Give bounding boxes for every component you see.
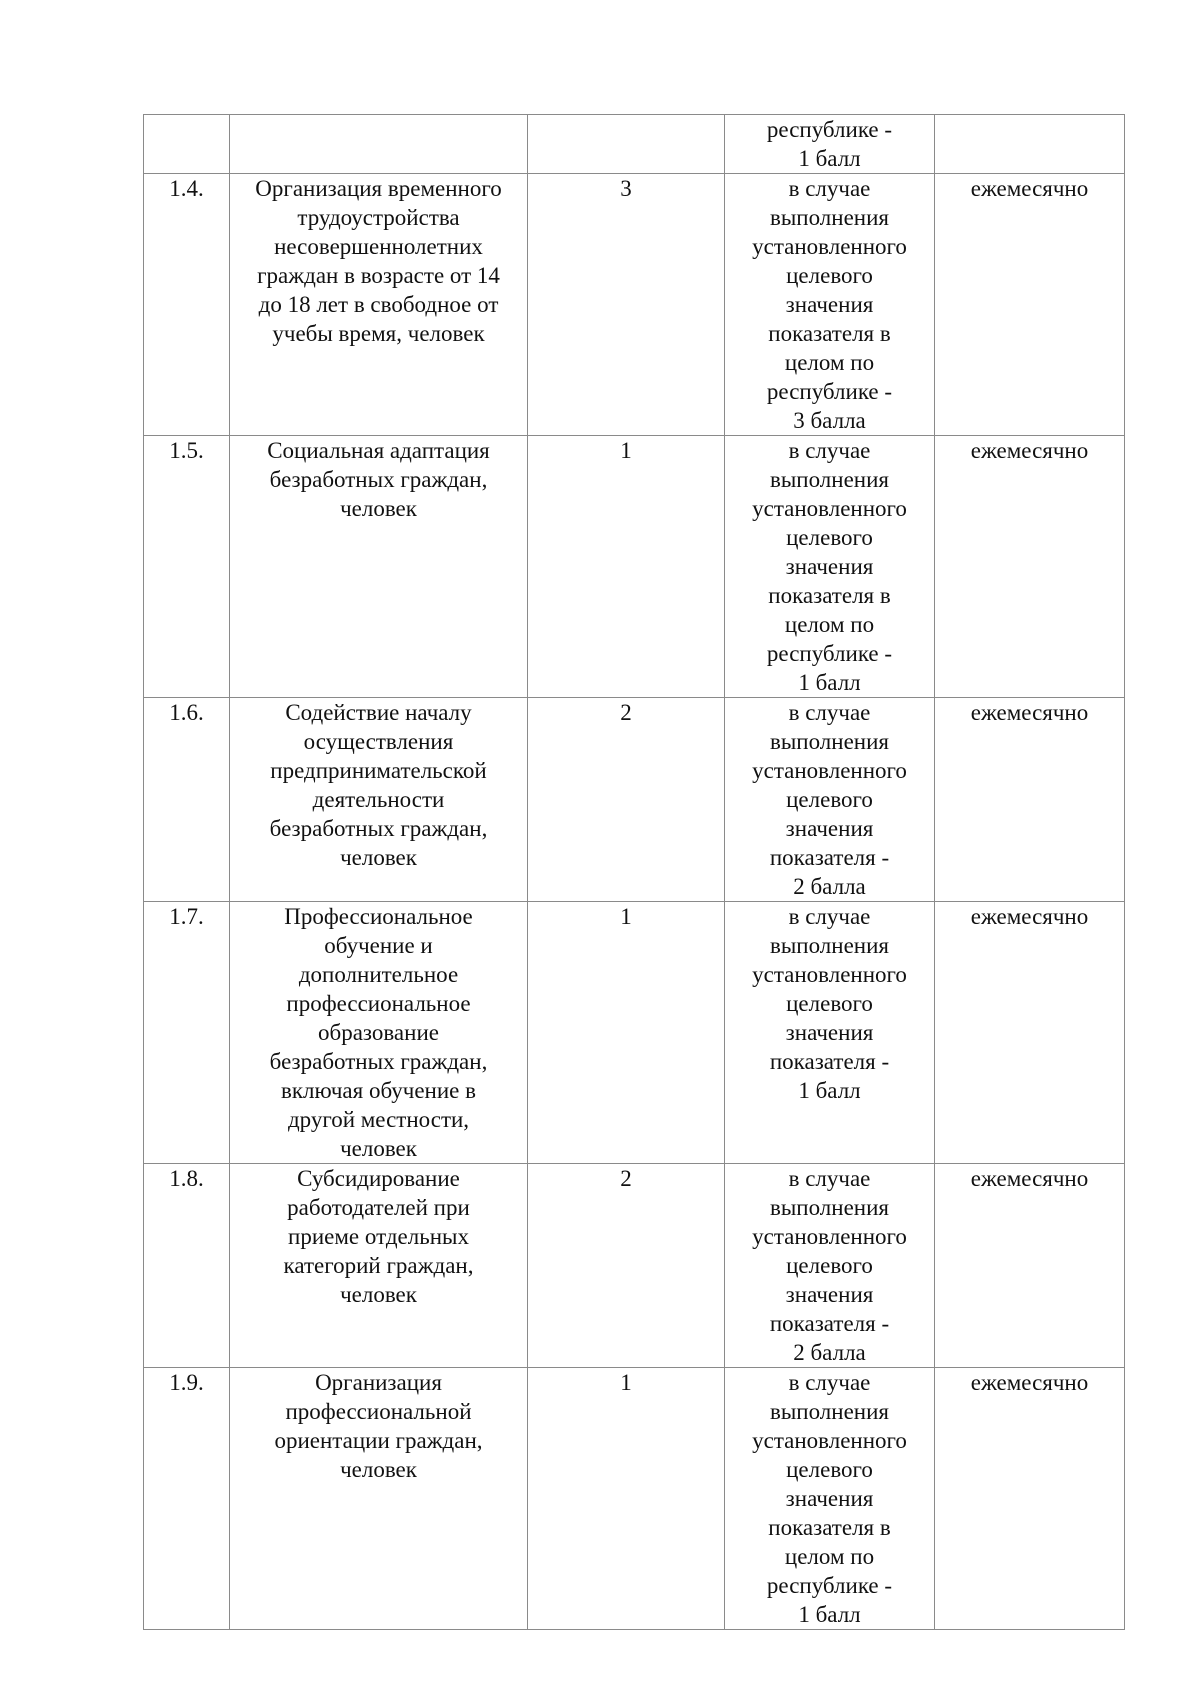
table-row-continuation xyxy=(144,115,1125,174)
cell-condition: в случае выполнения установленного целевого значения показателя - 2 балла xyxy=(725,698,935,902)
cell-weight: 1 xyxy=(528,1368,725,1630)
table-row xyxy=(144,698,1125,902)
cell-weight: 2 xyxy=(528,1164,725,1368)
table-row xyxy=(144,174,1125,436)
cell-indicator-name: Социальная адаптация безработных граждан, человек xyxy=(230,436,528,698)
cell-condition: в случае выполнения установленного целевого значения показателя - 1 балл xyxy=(725,902,935,1164)
cell-condition: в случае выполнения установленного целевого значения показателя - 2 балла xyxy=(725,1164,935,1368)
indicators-table xyxy=(143,114,1125,1630)
cell-indicator-name: Профессиональное обучение и дополнительное профессиональное образование безработных граждан, включая обучение в другой местности, человек xyxy=(230,902,528,1164)
cell-number xyxy=(144,115,230,174)
table-row xyxy=(144,1164,1125,1368)
cell-indicator-name: Организация временного трудоустройства несовершеннолетних граждан в возрасте от 14 до 18 лет в свободное от учебы время, человек xyxy=(230,174,528,436)
cell-number: 1.5. xyxy=(144,436,230,698)
cell-condition: в случае выполнения установленного целевого значения показателя в целом по республике - 1 балл xyxy=(725,1368,935,1630)
cell-condition: республике - 1 балл xyxy=(725,115,935,174)
table-row xyxy=(144,1368,1125,1630)
cell-period: ежемесячно xyxy=(935,436,1125,698)
cell-period: ежемесячно xyxy=(935,1368,1125,1630)
cell-weight: 1 xyxy=(528,436,725,698)
cell-period: ежемесячно xyxy=(935,1164,1125,1368)
cell-period: ежемесячно xyxy=(935,902,1125,1164)
cell-number: 1.8. xyxy=(144,1164,230,1368)
cell-period: ежемесячно xyxy=(935,698,1125,902)
cell-weight: 2 xyxy=(528,698,725,902)
cell-number: 1.7. xyxy=(144,902,230,1164)
table-row xyxy=(144,902,1125,1164)
cell-weight: 3 xyxy=(528,174,725,436)
cell-number: 1.4. xyxy=(144,174,230,436)
cell-weight xyxy=(528,115,725,174)
cell-number: 1.6. xyxy=(144,698,230,902)
cell-indicator-name: Организация профессиональной ориентации граждан, человек xyxy=(230,1368,528,1630)
cell-number: 1.9. xyxy=(144,1368,230,1630)
cell-indicator-name xyxy=(230,115,528,174)
table-row xyxy=(144,436,1125,698)
cell-weight: 1 xyxy=(528,902,725,1164)
cell-condition: в случае выполнения установленного целевого значения показателя в целом по республике - 3 балла xyxy=(725,174,935,436)
cell-period: ежемесячно xyxy=(935,174,1125,436)
cell-period xyxy=(935,115,1125,174)
cell-condition: в случае выполнения установленного целевого значения показателя в целом по республике - 1 балл xyxy=(725,436,935,698)
cell-indicator-name: Содействие началу осуществления предпринимательской деятельности безработных граждан, человек xyxy=(230,698,528,902)
cell-indicator-name: Субсидирование работодателей при приеме отдельных категорий граждан, человек xyxy=(230,1164,528,1368)
